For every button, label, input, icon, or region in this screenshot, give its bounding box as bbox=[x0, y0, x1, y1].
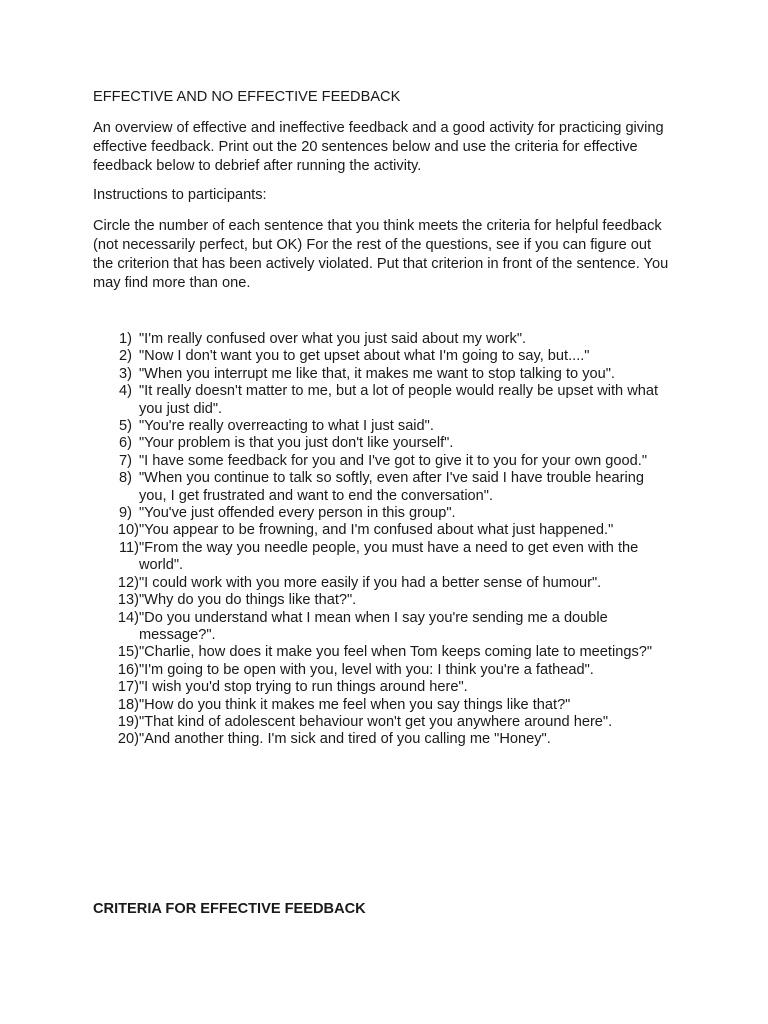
list-item bbox=[93, 435, 673, 452]
instructions-heading: Instructions to participants: bbox=[93, 187, 267, 203]
sentence-number: 4) bbox=[119, 383, 132, 400]
list-item bbox=[93, 592, 673, 609]
sentence-text: "You've just offended every person in this group". bbox=[139, 505, 456, 522]
sentence-text: "Now I don't want you to get upset about what I'm going to say, but...." bbox=[139, 348, 590, 365]
sentence-number: 1) bbox=[119, 331, 132, 347]
list-item bbox=[93, 610, 673, 645]
sentence-number: 10) bbox=[117, 522, 139, 539]
list-item bbox=[93, 348, 673, 365]
sentence-list bbox=[93, 331, 673, 749]
sentence-text: "When you interrupt me like that, it makes me want to stop talking to you". bbox=[139, 365, 615, 382]
sentence-text: "I could work with you more easily if you had a better sense of humour". bbox=[139, 574, 602, 591]
sentence-text: "I have some feedback for you and I've got to give it to you for your own good." bbox=[139, 452, 648, 469]
list-item bbox=[93, 453, 673, 470]
list-item bbox=[93, 714, 673, 731]
sentence-text: "That kind of adolescent behaviour won't get you anywhere around here". bbox=[139, 713, 613, 730]
list-item bbox=[93, 522, 673, 539]
sentence-text: "Charlie, how does it make you feel when Tom keeps coming late to meetings?" bbox=[139, 644, 653, 661]
sentence-text: "It really doesn't matter to me, but a lot of people would really be upset with what you just did". bbox=[139, 383, 659, 417]
list-item bbox=[93, 505, 673, 522]
sentence-text: "I'm really confused over what you just said about my work". bbox=[139, 331, 527, 347]
sentence-number: 17) bbox=[117, 679, 139, 696]
sentence-number: 12) bbox=[117, 574, 139, 591]
list-item bbox=[93, 679, 673, 696]
sentence-number: 9) bbox=[119, 505, 132, 522]
sentence-text: "Your problem is that you just don't like yourself". bbox=[139, 435, 454, 452]
list-item bbox=[93, 575, 673, 592]
list-item bbox=[93, 540, 673, 575]
list-item bbox=[93, 383, 673, 418]
sentence-number: 13) bbox=[117, 592, 139, 609]
sentence-number: 6) bbox=[119, 435, 132, 452]
list-item bbox=[93, 697, 673, 714]
list-item bbox=[93, 662, 673, 679]
sentence-text: "You appear to be frowning, and I'm confused about what just happened." bbox=[139, 522, 614, 539]
sentence-number: 3) bbox=[119, 365, 132, 382]
document-title: EFFECTIVE AND NO EFFECTIVE FEEDBACK bbox=[93, 89, 401, 105]
list-item bbox=[93, 644, 673, 661]
sentence-text: "I'm going to be open with you, level with you: I think you're a fathead". bbox=[139, 661, 594, 678]
sentence-number: 15) bbox=[117, 644, 139, 661]
list-item bbox=[93, 418, 673, 435]
sentence-text: "From the way you needle people, you must have a need to get even with the world". bbox=[139, 539, 639, 574]
sentence-number: 8) bbox=[119, 470, 132, 487]
sentence-number: 5) bbox=[119, 418, 132, 435]
document-page bbox=[93, 88, 673, 749]
sentence-text: "How do you think it makes me feel when you say things like that?" bbox=[139, 696, 571, 713]
sentence-text: "I wish you'd stop trying to run things around here". bbox=[139, 679, 468, 696]
intro-paragraph: An overview of effective and ineffective feedback and a good activity for practicing giving effective feedback. Print out the 20 sentences below and use the criteria for effective feedback below to debrief after running the activity. bbox=[93, 120, 664, 174]
list-item bbox=[93, 470, 673, 505]
sentence-number: 18) bbox=[117, 696, 139, 713]
sentence-text: "You're really overreacting to what I just said". bbox=[139, 418, 434, 435]
sentence-text: "When you continue to talk so softly, even after I've said I have trouble hearing you, I get frustrated and want to end the conversation". bbox=[139, 470, 644, 504]
sentence-number: 14) bbox=[117, 609, 139, 626]
sentence-text: "And another thing. I'm sick and tired of you calling me "Honey". bbox=[139, 731, 551, 748]
sentence-number: 11) bbox=[118, 539, 139, 556]
list-item bbox=[93, 331, 673, 348]
sentence-text: "Do you understand what I mean when I say you're sending me a double message?". bbox=[139, 609, 608, 643]
list-item bbox=[93, 731, 673, 748]
sentence-number: 2) bbox=[119, 348, 132, 365]
sentence-number: 19) bbox=[117, 713, 139, 730]
instructions-body: Circle the number of each sentence that you think meets the criteria for helpful feedback (not necessarily perfect, but OK) For the rest of the questions, see if you can figure out the criterion that has been actively violated. Put that criterion in front of the sentence. You may find more than one. bbox=[93, 218, 669, 291]
criteria-heading: CRITERIA FOR EFFECTIVE FEEDBACK bbox=[93, 901, 366, 917]
sentence-text: "Why do you do things like that?". bbox=[139, 592, 357, 609]
sentence-number: 16) bbox=[117, 661, 139, 678]
sentence-number: 7) bbox=[119, 452, 132, 469]
sentence-number: 20) bbox=[117, 731, 139, 748]
list-item bbox=[93, 366, 673, 383]
